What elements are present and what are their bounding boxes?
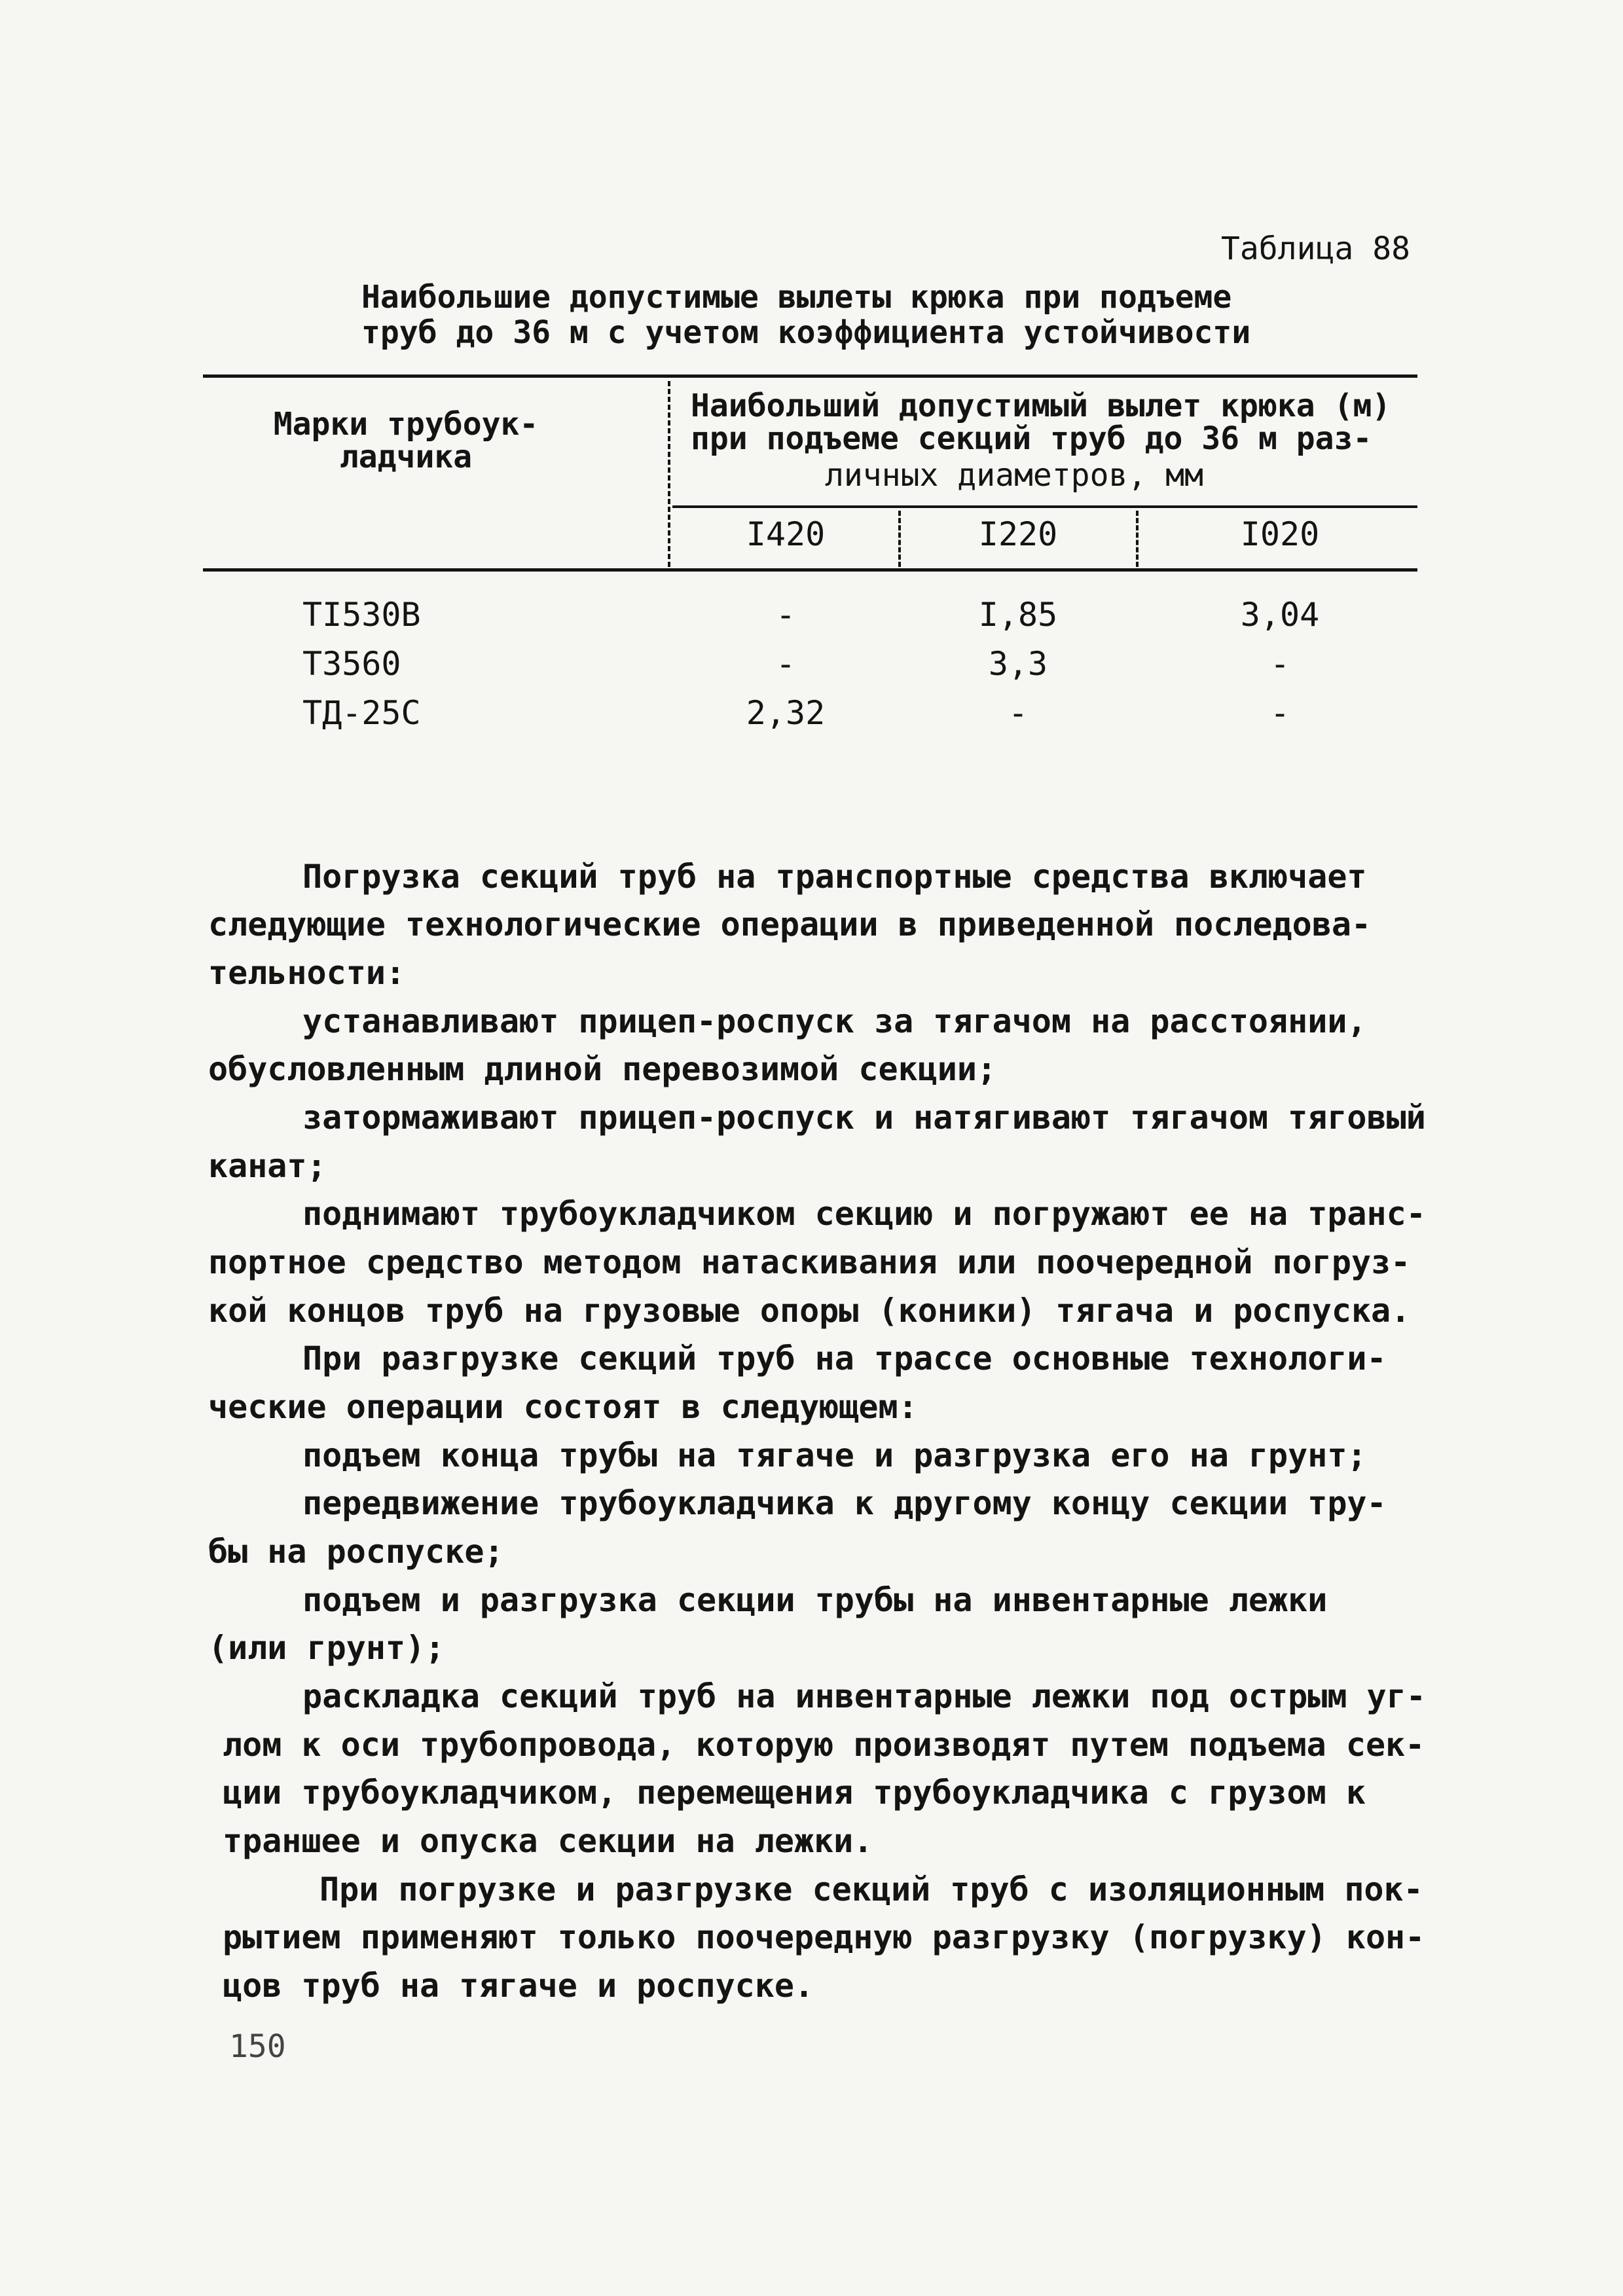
column-header-model-line-1: Марки трубоук- <box>273 406 539 443</box>
body-line: ции трубоукладчиком, перемещения трубоукладчика с грузом к <box>223 1774 1366 1812</box>
diameter-header-1220: I220 <box>978 515 1058 553</box>
table-subcolumn-divider-1 <box>898 511 901 567</box>
table-cell: I,85 <box>978 596 1058 634</box>
body-line: ческие операции состоят в следующем: <box>208 1388 918 1426</box>
table-cell: - <box>1269 694 1290 732</box>
body-line: цов труб на тягаче и роспуске. <box>223 1967 814 2005</box>
body-line: Погрузка секций труб на транспортные средства включает <box>302 858 1367 896</box>
body-line: рытием применяют только поочередную разгрузку (погрузку) кон- <box>223 1918 1425 1956</box>
table-cell: 2,32 <box>746 694 826 732</box>
table-cell: - <box>775 645 796 683</box>
body-line: раскладка секций труб на инвентарные лежки под острым уг- <box>302 1677 1426 1715</box>
body-line: поднимают трубоукладчиком секцию и погружают ее на транс- <box>302 1195 1426 1233</box>
table-column-divider <box>668 381 670 567</box>
body-line: обусловленным длиной перевозимой секции; <box>208 1050 997 1088</box>
table-caption-line-1: Наибольшие допустимые вылеты крюка при подъеме <box>361 279 1232 316</box>
body-line: передвижение трубоукладчика к другому концу секции тру- <box>302 1484 1387 1522</box>
body-line: лом к оси трубопровода, которую производят путем подъема сек- <box>223 1726 1425 1764</box>
body-line: устанавливают прицеп-роспуск за тягачом на расстоянии, <box>302 1002 1367 1040</box>
body-line: бы на роспуске; <box>208 1533 504 1571</box>
table-number: Таблица 88 <box>1221 230 1410 267</box>
table-subheader-rule <box>672 505 1417 508</box>
table-cell: 3,3 <box>988 645 1048 683</box>
diameter-header-1020: I020 <box>1240 515 1320 553</box>
table-cell: - <box>1008 694 1029 732</box>
table-row-model: ТД-25С <box>302 694 421 732</box>
column-header-reach-line-1: Наибольший допустимый вылет крюка (м) <box>691 388 1391 424</box>
body-line: При разгрузке секций труб на трассе основные технологи- <box>302 1339 1387 1377</box>
table-subcolumn-divider-2 <box>1136 511 1139 567</box>
diameter-header-1420: I420 <box>746 515 826 553</box>
body-line: портное средство методом натаскивания или поочередной погруз- <box>208 1243 1411 1281</box>
table-caption-line-2: труб до 36 м с учетом коэффициента устойчивости <box>361 314 1251 351</box>
table-row-model: TI530B <box>302 596 421 634</box>
body-line: траншее и опуска секции на лежки. <box>223 1822 873 1860</box>
body-line: (или грунт); <box>208 1629 445 1667</box>
body-line: подъем и разгрузка секции трубы на инвентарные лежки <box>302 1581 1328 1619</box>
table-row-model: T3560 <box>302 645 401 683</box>
table-cell: - <box>775 596 796 634</box>
body-line: канат; <box>208 1147 327 1185</box>
table-cell: 3,04 <box>1240 596 1320 634</box>
column-header-model-line-2: ладчика <box>339 439 473 475</box>
column-header-reach-line-3: личных диаметров, мм <box>825 457 1203 494</box>
body-line: следующие технологические операции в приведенной последова- <box>208 905 1372 943</box>
body-line: тельности: <box>208 954 406 992</box>
body-line: затормаживают прицеп-роспуск и натягивают тягачом тяговый <box>302 1099 1426 1137</box>
table-cell: - <box>1269 645 1290 683</box>
body-line: подъем конца трубы на тягаче и разгрузка его на грунт; <box>302 1436 1367 1474</box>
table-header-bottom-rule <box>203 568 1417 572</box>
page-number: 150 <box>229 2028 286 2065</box>
body-line: При погрузке и разгрузке секций труб с изоляционным пок- <box>319 1870 1423 1908</box>
column-header-reach-line-2: при подъеме секций труб до 36 м раз- <box>691 420 1372 457</box>
table-top-rule <box>203 374 1417 378</box>
body-line: кой концов труб на грузовые опоры (коники) тягача и роспуска. <box>208 1292 1411 1330</box>
